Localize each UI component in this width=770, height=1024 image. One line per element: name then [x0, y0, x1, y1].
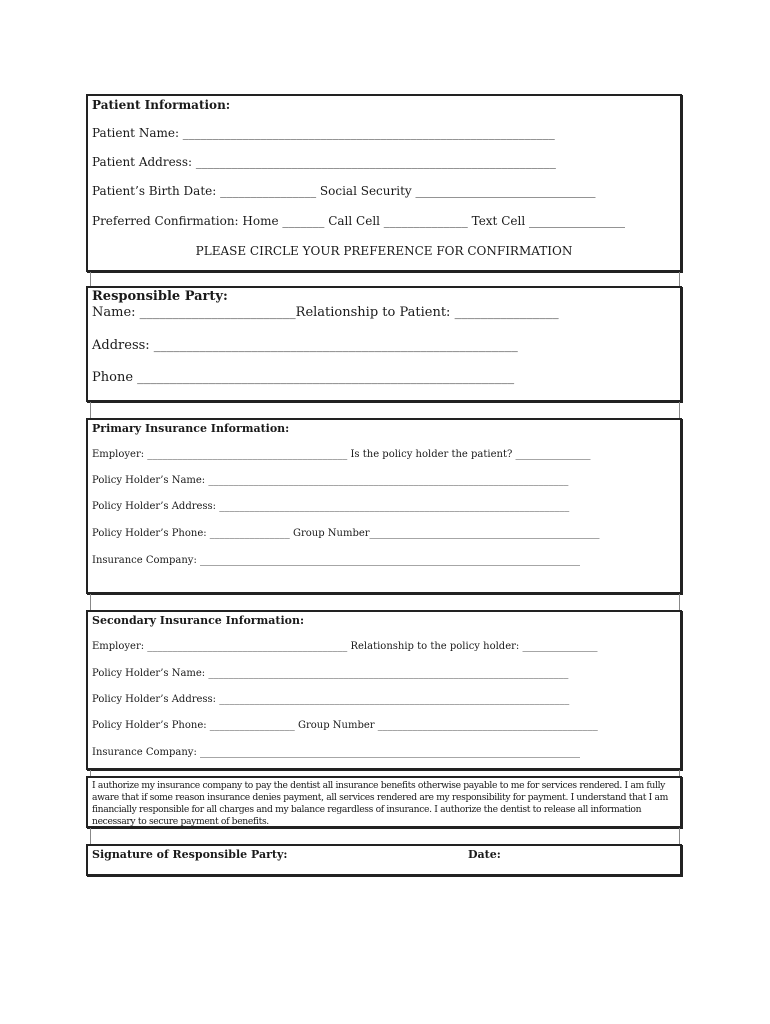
circle-preference-note: PLEASE CIRCLE YOUR PREFERENCE FOR CONFIRMATION [195, 244, 573, 258]
authorization-line-2: aware that if some reason insurance denies payment, all services rendered are my responsibility for payment. I understand that I am [92, 792, 669, 803]
divider [90, 402, 91, 418]
signature-section [86, 844, 682, 876]
secondary-employer-field[interactable]: Employer: ________________________________________ Relationship to the policy holder: _______________ [92, 641, 598, 652]
responsible-party-heading: Responsible Party: [92, 289, 228, 304]
primary-employer-field[interactable]: Employer: ________________________________________ Is the policy holder the patient? _______________ [92, 449, 591, 460]
primary-insurance-company-field[interactable]: Insurance Company: ____________________________________________________________________________ [92, 555, 580, 566]
secondary-insurance-company-field[interactable]: Insurance Company: ____________________________________________________________________________ [92, 747, 580, 758]
secondary-holder-phone-field[interactable]: Policy Holder’s Phone: _________________ Group Number ____________________________________________ [92, 720, 598, 731]
authorization-line-1: I authorize my insurance company to pay the dentist all insurance benefits otherwise payable to me for services rendered. I am fully [92, 780, 666, 791]
authorization-line-3: financially responsible for all charges and my balance regardless of insurance. I authorize the dentist to release all information [92, 804, 642, 815]
primary-insurance-heading: Primary Insurance Information: [92, 422, 290, 435]
divider [90, 272, 91, 286]
divider [679, 828, 680, 844]
preferred-confirmation-field[interactable]: Preferred Confirmation: Home _______ Call Cell ______________ Text Cell ________________ [92, 214, 625, 228]
primary-holder-phone-field[interactable]: Policy Holder’s Phone: ________________ Group Number______________________________________________ [92, 528, 600, 539]
patient-information-section [86, 94, 682, 272]
patient-address-field[interactable]: Patient Address: ____________________________________________________________ [92, 155, 556, 169]
authorization-section [86, 776, 682, 828]
divider [679, 594, 680, 610]
responsible-address-field[interactable]: Address: ________________________________________________________ [92, 338, 518, 353]
signature-label[interactable]: Signature of Responsible Party: [92, 848, 288, 861]
secondary-insurance-heading: Secondary Insurance Information: [92, 614, 305, 627]
divider [679, 402, 680, 418]
divider [679, 272, 680, 286]
divider [90, 828, 91, 844]
date-label[interactable]: Date: [468, 848, 501, 861]
divider [90, 594, 91, 610]
patient-information-heading: Patient Information: [92, 98, 231, 112]
responsible-phone-field[interactable]: Phone __________________________________________________________ [92, 370, 515, 385]
primary-insurance-section [86, 418, 682, 594]
patient-birthdate-ss-field[interactable]: Patient’s Birth Date: ________________ Social Security ______________________________ [92, 184, 596, 198]
primary-holder-address-field[interactable]: Policy Holder’s Address: ______________________________________________________________________ [92, 501, 570, 512]
patient-name-field[interactable]: Patient Name: ______________________________________________________________ [92, 126, 555, 140]
authorization-line-4: necessary to secure payment of benefits. [92, 816, 269, 827]
primary-holder-name-field[interactable]: Policy Holder’s Name: ________________________________________________________________________ [92, 475, 569, 486]
secondary-holder-name-field[interactable]: Policy Holder’s Name: ________________________________________________________________________ [92, 668, 569, 679]
responsible-name-field[interactable]: Name: ________________________Relationship to Patient: ________________ [92, 305, 559, 320]
responsible-party-section [86, 286, 682, 402]
secondary-holder-address-field[interactable]: Policy Holder’s Address: ______________________________________________________________________ [92, 694, 570, 705]
secondary-insurance-section [86, 610, 682, 770]
